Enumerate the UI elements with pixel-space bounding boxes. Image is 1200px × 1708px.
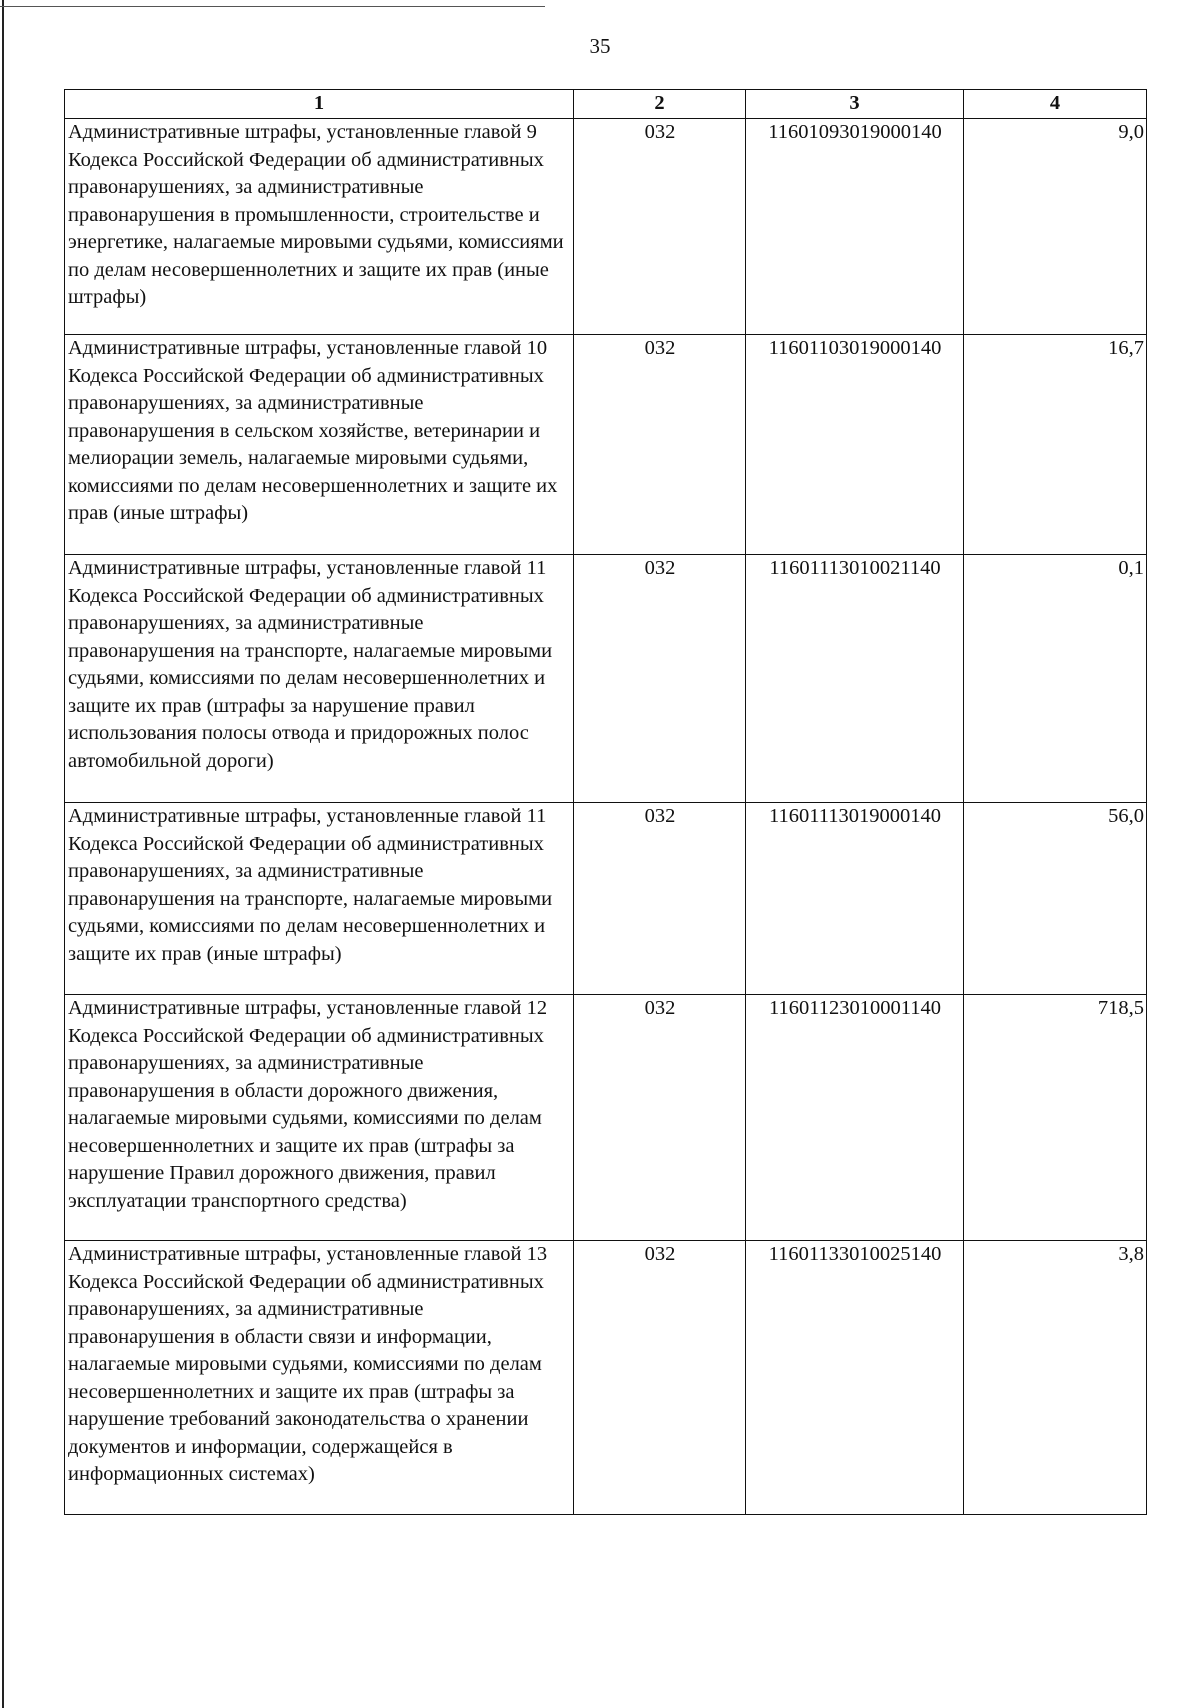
table-row [65,803,1147,995]
revenue-name-cell: Административные штрафы, установленные главой 11 Кодекса Российской Федерации об административных правонарушениях, за административные правонарушения на транспорте, налагаемые мировыми судьями, комиссиями по делам несовершеннолетних и защите их прав (иные штрафы) [65,803,574,995]
admin-code-cell: 032 [574,335,746,555]
revenue-name-cell: Административные штрафы, установленные главой 9 Кодекса Российской Федерации об административных правонарушениях, за административные правонарушения в промышленности, строительстве и энергетике, налагаемые мировыми судьями, комиссиями по делам несовершеннолетних и защите их прав (иные штрафы) [65,119,574,335]
amount-cell: 3,8 [964,1241,1147,1515]
amount-cell: 9,0 [964,119,1147,335]
amount-cell: 16,7 [964,335,1147,555]
budget-revenue-table [64,89,1147,1515]
kbk-code-cell: 11601103019000140 [746,335,964,555]
revenue-name-cell: Административные штрафы, установленные главой 13 Кодекса Российской Федерации об административных правонарушениях, за административные правонарушения в области связи и информации, налагаемые мировыми судьями, комиссиями по делам несовершеннолетних и защите их прав (штрафы за нарушение требований законодательства о хранении документов и информации, содержащейся в информационных системах) [65,1241,574,1515]
amount-cell: 0,1 [964,555,1147,803]
table-row [65,995,1147,1241]
admin-code-cell: 032 [574,119,746,335]
table-row [65,335,1147,555]
admin-code-cell: 032 [574,803,746,995]
admin-code-cell: 032 [574,555,746,803]
column-header-3: 3 [746,90,964,119]
table-header-row [65,90,1147,119]
table-row [65,1241,1147,1515]
revenue-name-cell: Административные штрафы, установленные главой 12 Кодекса Российской Федерации об административных правонарушениях, за административные правонарушения в области дорожного движения, налагаемые мировыми судьями, комиссиями по делам несовершеннолетних и защите их прав (штрафы за нарушение Правил дорожного движения, правил эксплуатации транспортного средства) [65,995,574,1241]
page-number: 35 [589,34,611,58]
admin-code-cell: 032 [574,1241,746,1515]
scan-edge-left [2,0,4,1708]
kbk-code-cell: 11601113010021140 [746,555,964,803]
amount-cell: 56,0 [964,803,1147,995]
kbk-code-cell: 11601123010001140 [746,995,964,1241]
kbk-code-cell: 11601133010025140 [746,1241,964,1515]
revenue-name-cell: Административные штрафы, установленные главой 11 Кодекса Российской Федерации об административных правонарушениях, за административные правонарушения на транспорте, налагаемые мировыми судьями, комиссиями по делам несовершеннолетних и защите их прав (штрафы за нарушение правил использования полосы отвода и придорожных полос автомобильной дороги) [65,555,574,803]
kbk-code-cell: 11601093019000140 [746,119,964,335]
column-header-1: 1 [65,90,574,119]
admin-code-cell: 032 [574,995,746,1241]
column-header-4: 4 [964,90,1147,119]
table-row [65,119,1147,335]
kbk-code-cell: 11601113019000140 [746,803,964,995]
scan-edge-top [0,6,545,7]
amount-cell: 718,5 [964,995,1147,1241]
revenue-name-cell: Административные штрафы, установленные главой 10 Кодекса Российской Федерации об административных правонарушениях, за административные правонарушения в сельском хозяйстве, ветеринарии и мелиорации земель, налагаемые мировыми судьями, комиссиями по делам несовершеннолетних и защите их прав (иные штрафы) [65,335,574,555]
table-row [65,555,1147,803]
column-header-2: 2 [574,90,746,119]
